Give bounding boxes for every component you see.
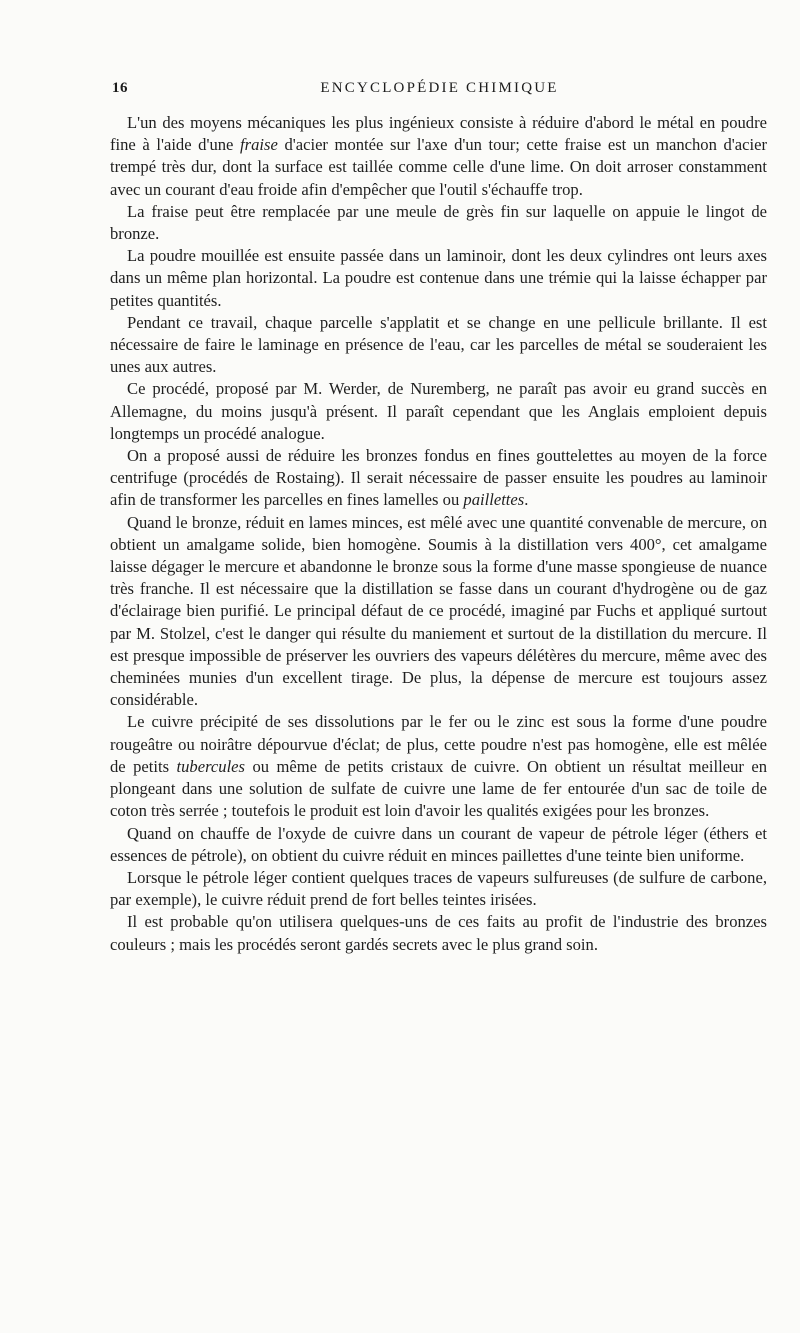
paragraph: Quand on chauffe de l'oxyde de cuivre dans un courant de vapeur de pétrole léger (éthers et essences de pétrole), on obtient du cuivre réduit en minces paillettes d'une teinte bien uniforme. — [110, 823, 767, 865]
page-number: 16 — [112, 80, 128, 96]
paragraph: Lorsque le pétrole léger contient quelques traces de vapeurs sulfureuses (de sulfure de carbone, par exemple), le cuivre réduit prend de fort belles teintes irisées. — [110, 867, 767, 910]
emphasis: tubercules — [176, 756, 246, 776]
paragraph: La fraise peut être remplacée par une meule de grès fin sur laquelle on appuie le lingot de bronze. — [110, 201, 767, 244]
emphasis: paillettes — [463, 490, 525, 510]
paragraph: On a proposé aussi de réduire les bronzes fondus en fines gouttelettes au moyen de la force centrifuge (procédés de Rostaing). Il serait nécessaire de passer ensuite les poudres au laminoir afin de transformer les parcelles en fines lamelles ou paillettes. — [110, 446, 767, 510]
paragraph: Pendant ce travail, chaque parcelle s'applatit et se change en une pellicule brillante. Il est nécessaire de faire le laminage en présence de l'eau, car les parcelles de métal se souderaient les unes aux autres. — [110, 312, 767, 377]
emphasis: fraise — [240, 135, 278, 155]
paragraph: La poudre mouillée est ensuite passée dans un laminoir, dont les deux cylindres ont leurs axes dans un même plan horizontal. La poudre est contenue dans une trémie qui la laisse échapper par petites quantités. — [110, 246, 767, 310]
page-header — [112, 80, 767, 102]
paragraph: Ce procédé, proposé par M. Werder, de Nuremberg, ne paraît pas avoir eu grand succès en Allemagne, du moins jusqu'à présent. Il paraît cependant que les Anglais emploient depuis longtemps un procédé analogue. — [110, 379, 767, 443]
paragraph: L'un des moyens mécaniques les plus ingénieux consiste à réduire d'abord le métal en poudre fine à l'aide d'une fraise d'acier montée sur l'axe d'un tour; cette fraise est un manchon d'acier trempé très dur, dont la surface est taillée comme celle d'une lime. On doit arroser constamment avec un courant d'eau froide afin d'empêcher que l'outil s'échauffe trop. — [110, 113, 767, 199]
paragraph: Il est probable qu'on utilisera quelques-uns de ces faits au profit de l'industrie des bronzes couleurs ; mais les procédés seront gardés secrets avec le plus grand soin. — [110, 912, 767, 954]
running-title: ENCYCLOPÉDIE CHIMIQUE — [320, 80, 559, 96]
paragraph: Le cuivre précipité de ses dissolutions par le fer ou le zinc est sous la forme d'une poudre rougeâtre ou noirâtre dépourvue d'éclat; de plus, cette poudre n'est pas homogène, elle est mêlée de petits tubercules ou même de petits cristaux de cuivre. On obtient un résultat meilleur en plongeant dans une solution de sulfate de cuivre une lame de fer entourée d'un sac de toile de coton très serrée ; toutefois le produit est loin d'avoir les qualités exigées pour les bronzes. — [110, 712, 768, 821]
paragraph: Quand le bronze, réduit en lames minces, est mêlé avec une quantité convenable de mercure, on obtient un amalgame solide, bien homogène. Soumis à la distillation vers 400°, cet amalgame laisse dégager le mercure et abandonne le bronze sous la forme d'une masse spongieuse de nuance très franche. Il est nécessaire que la distillation se fasse dans un courant d'hydrogène ou de gaz d'éclairage bien purifié. Le principal défaut de ce procédé, imaginé par Fuchs et appliqué surtout par M. Stolzel, c'est le danger qui résulte du maniement et surtout de la distillation du mercure. Il est presque impossible de préserver les ouvriers des vapeurs délétères du mercure, même avec des cheminées munies d'un excellent tirage. De plus, la dépense de mercure est toujours assez considérable. — [110, 512, 767, 710]
body-text — [110, 112, 767, 956]
